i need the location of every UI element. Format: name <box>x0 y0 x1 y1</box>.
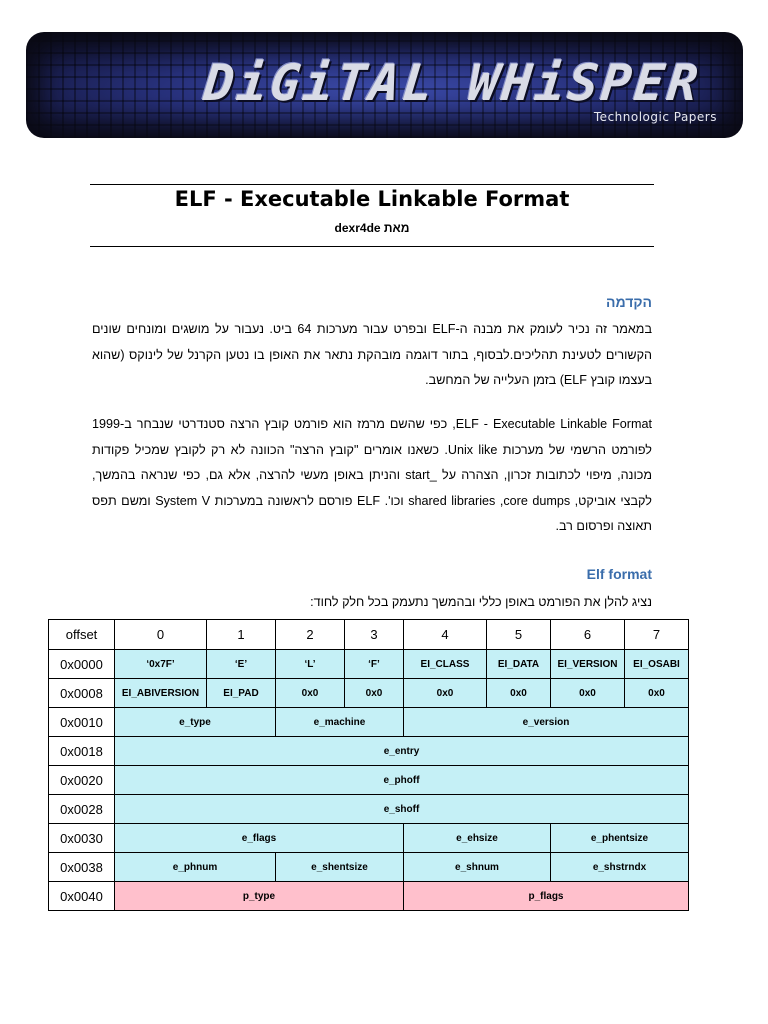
field-cell: 0x0 <box>345 679 404 708</box>
intro-paragraph-1: במאמר זה נכיר לעומק את מבנה ה-ELF ובפרט עבור מערכות 64 ביט. נעבור על מושגים ומונחים שונים הקשורים לטעינת תהליכים.לבסוף, בתור דוגמה מובהקת נתאר את האופן בו נטען הקרנל של לינוקס (שהוא בעצמו קובץ ELF) בזמן העלייה של המחשב. <box>92 322 652 388</box>
byte-index-header-cell: 5 <box>487 620 551 650</box>
format-intro: נציג להלן את הפורמט באופן כללי ובהמשך נתעמק בכל חלק לחוד: <box>310 595 652 609</box>
byte-index-header-cell: 2 <box>276 620 345 650</box>
byte-index-header-cell: 7 <box>625 620 689 650</box>
offset-cell: 0x0008 <box>49 679 115 708</box>
article-title: ELF - Executable Linkable Format <box>174 187 570 211</box>
field-cell: e_phentsize <box>551 824 689 853</box>
offset-cell: 0x0000 <box>49 650 115 679</box>
byte-index-header-cell: 1 <box>207 620 276 650</box>
field-cell: 0x0 <box>625 679 689 708</box>
byte-index-header-cell: 4 <box>404 620 487 650</box>
field-cell: 0x0 <box>551 679 625 708</box>
offset-cell: 0x0010 <box>49 708 115 737</box>
format-heading: Elf format <box>586 566 652 582</box>
byte-index-header-cell: 6 <box>551 620 625 650</box>
table-row <box>49 679 689 708</box>
table-row <box>49 708 689 737</box>
offset-header-cell: offset <box>49 620 115 650</box>
field-cell: 0x0 <box>404 679 487 708</box>
offset-cell: 0x0020 <box>49 766 115 795</box>
field-cell: e_flags <box>115 824 404 853</box>
field-cell: e_version <box>404 708 689 737</box>
banner-subtitle: Technologic Papers <box>593 110 717 124</box>
table-header-row <box>49 620 689 650</box>
intro-heading: הקדמה <box>606 294 652 310</box>
table-row <box>49 650 689 679</box>
field-cell: p_type <box>115 882 404 911</box>
table-row <box>49 795 689 824</box>
field-cell: e_shoff <box>115 795 689 824</box>
field-cell: 0x0 <box>276 679 345 708</box>
field-cell: EI_DATA <box>487 650 551 679</box>
intro-paragraph-2: ELF - Executable Linkable Format, כפי שהשם מרמז הוא פורמט קובץ הרצה סטנדרטי שנבחר ב-1999 לפורמט הרשמי של מערכות Unix like. כשאנו אומרים "קובץ הרצה" הכוונה לא רק לקובץ שמכיל פקודות מכונה, מיפוי לכתובות זכרון, הצהרה על _start והניתן באופן מעשי להרצה, אלא גם, כפי שנראה בהמשך, לקבצי אוביקט, shared libraries ,core dumps וכו'. ELF פורסם לראשונה במערכות System V ומשם תפס תאוצה ופרסום רב. <box>92 417 652 534</box>
field-cell: 0x0 <box>487 679 551 708</box>
table-row <box>49 824 689 853</box>
title-bottom-rule <box>90 246 654 247</box>
title-top-rule <box>90 184 654 185</box>
field-cell: e_entry <box>115 737 689 766</box>
field-cell: EI_CLASS <box>404 650 487 679</box>
field-cell: EI_VERSION <box>551 650 625 679</box>
table-row <box>49 737 689 766</box>
author-byline: מאת dexr4de <box>334 221 410 235</box>
field-cell: ‘E’ <box>207 650 276 679</box>
offset-cell: 0x0038 <box>49 853 115 882</box>
field-cell: p_flags <box>404 882 689 911</box>
field-cell: e_shentsize <box>276 853 404 882</box>
table-row <box>49 853 689 882</box>
byte-index-header-cell: 0 <box>115 620 207 650</box>
header-banner <box>26 32 743 138</box>
table-row <box>49 882 689 911</box>
banner-logo: DiGiTAL WHiSPER <box>200 54 704 112</box>
field-cell: EI_PAD <box>207 679 276 708</box>
elf-header-table <box>48 619 689 911</box>
field-cell: e_phnum <box>115 853 276 882</box>
table-row <box>49 766 689 795</box>
field-cell: EI_OSABI <box>625 650 689 679</box>
field-cell: e_shstrndx <box>551 853 689 882</box>
field-cell: ‘0x7F’ <box>115 650 207 679</box>
field-cell: ‘L’ <box>276 650 345 679</box>
field-cell: ‘F’ <box>345 650 404 679</box>
field-cell: e_shnum <box>404 853 551 882</box>
offset-cell: 0x0040 <box>49 882 115 911</box>
field-cell: EI_ABIVERSION <box>115 679 207 708</box>
byte-index-header-cell: 3 <box>345 620 404 650</box>
field-cell: e_phoff <box>115 766 689 795</box>
field-cell: e_machine <box>276 708 404 737</box>
field-cell: e_ehsize <box>404 824 551 853</box>
field-cell: e_type <box>115 708 276 737</box>
offset-cell: 0x0028 <box>49 795 115 824</box>
offset-cell: 0x0030 <box>49 824 115 853</box>
offset-cell: 0x0018 <box>49 737 115 766</box>
